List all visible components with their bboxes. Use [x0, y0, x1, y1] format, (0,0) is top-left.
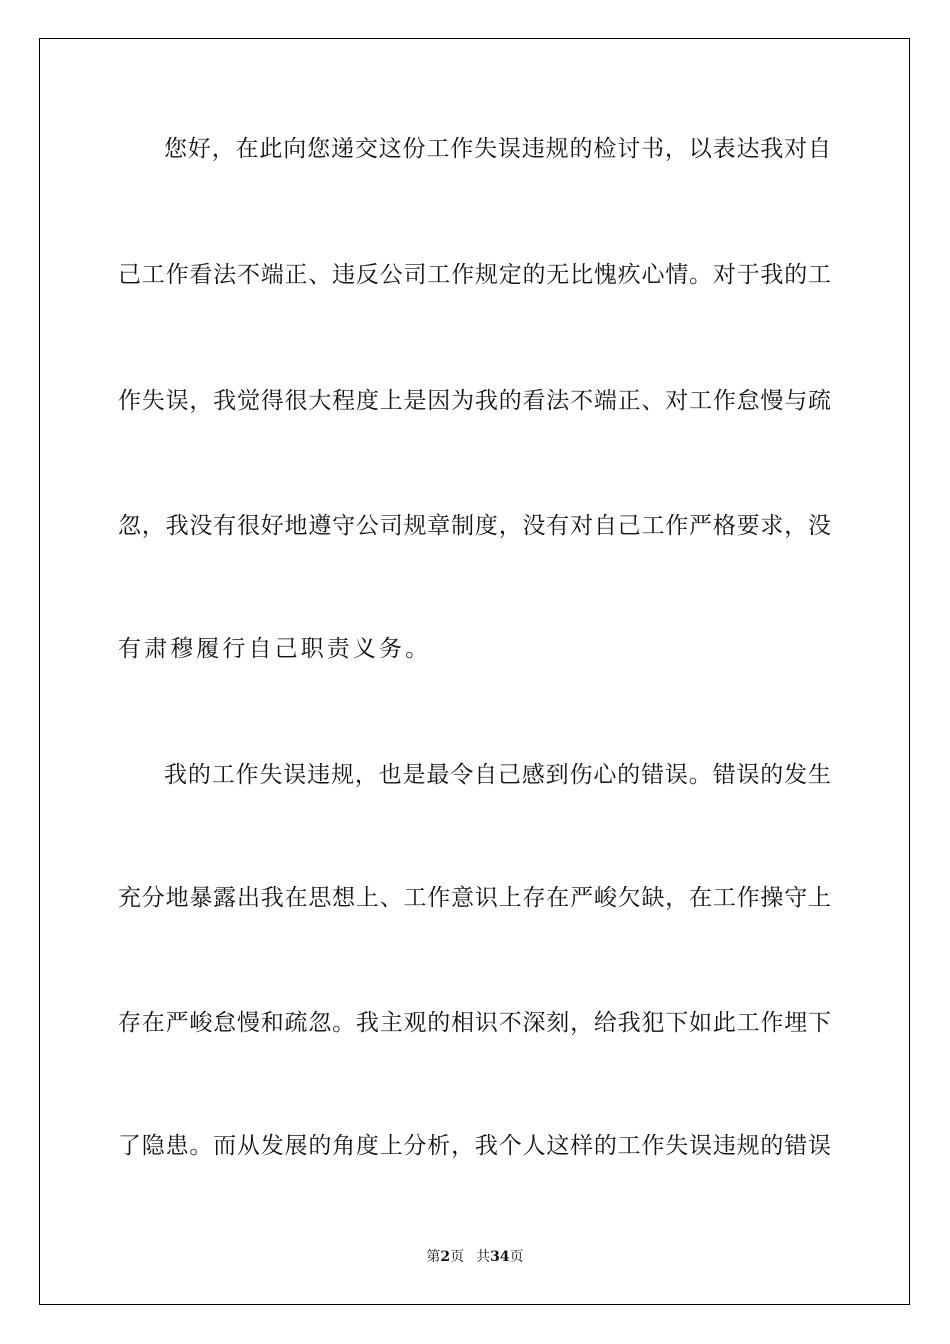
paragraph-2-line-1: 我的工作失误违规，也是最令自己感到伤心的错误。错误的发生 [164, 762, 831, 788]
paragraph-2-line-3: 存在严峻怠慢和疏忽。我主观的相识不深刻，给我犯下如此工作埋下 [118, 1010, 831, 1036]
paragraph-2-line-2: 充分地暴露出我在思想上、工作意识上存在严峻欠缺，在工作操守上 [118, 885, 831, 911]
total-prefix: 共 [476, 1249, 491, 1265]
paragraph-2-line-4: 了隐患。而从发展的角度上分析，我个人这样的工作失误违规的错误 [118, 1133, 831, 1159]
total-pages: 34 [490, 1249, 510, 1265]
total-suffix: 页 [509, 1249, 524, 1265]
page-border [39, 38, 910, 1305]
page-number: 2 [440, 1249, 451, 1265]
paragraph-1-line-2: 己工作看法不端正、违反公司工作规定的无比愧疚心情。对于我的工 [118, 262, 831, 288]
page-suffix: 页 [450, 1249, 465, 1265]
paragraph-1-line-3: 作失误，我觉得很大程度上是因为我的看法不端正、对工作怠慢与疏 [118, 388, 831, 414]
paragraph-1-line-5: 有肃穆履行自己职责义务。 [118, 636, 432, 662]
paragraph-1-line-4: 忽，我没有很好地遵守公司规章制度，没有对自己工作严格要求，没 [118, 513, 831, 539]
page-footer [0, 1248, 950, 1266]
paragraph-1-line-1: 您好，在此向您递交这份工作失误违规的检讨书，以表达我对自 [164, 136, 831, 162]
page-prefix: 第 [426, 1249, 441, 1265]
